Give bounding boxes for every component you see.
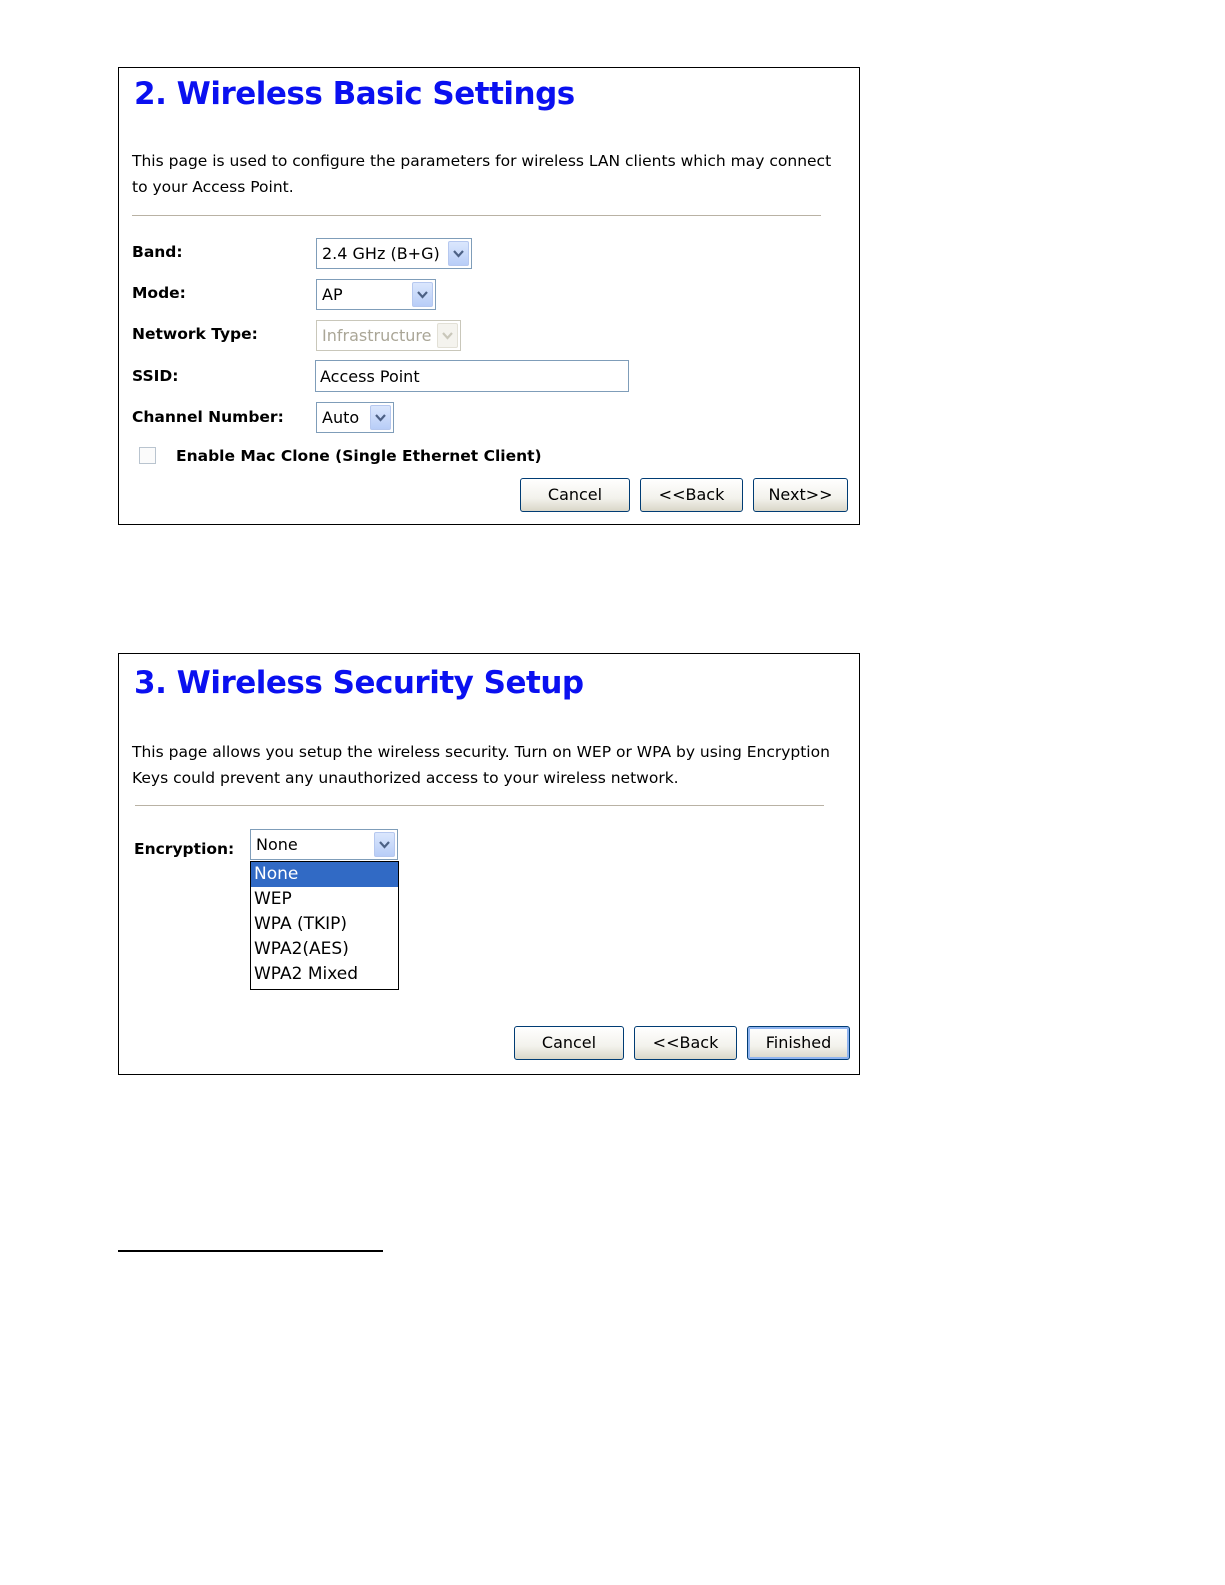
mac-clone-label: Enable Mac Clone (Single Ethernet Client) — [176, 447, 542, 465]
chevron-down-icon[interactable] — [374, 832, 395, 857]
network-type-select — [316, 320, 461, 351]
mode-select[interactable] — [316, 279, 436, 310]
chevron-down-icon[interactable] — [448, 241, 469, 266]
back-button[interactable]: <<Back — [634, 1026, 737, 1060]
encryption-select[interactable] — [250, 829, 398, 860]
page-title: 2. Wireless Basic Settings — [134, 76, 575, 112]
cancel-button[interactable]: Cancel — [514, 1026, 624, 1060]
encryption-option-wpa2-aes[interactable]: WPA2(AES) — [254, 939, 349, 959]
chevron-down-icon[interactable] — [412, 282, 433, 307]
encryption-label: Encryption: — [134, 840, 235, 858]
mode-label: Mode: — [132, 284, 186, 302]
page-description: This page is used to configure the parameters for wireless LAN clients which may connect to your Access Point. — [132, 152, 832, 196]
band-value: 2.4 GHz (B+G) — [322, 244, 440, 263]
cancel-button[interactable]: Cancel — [520, 478, 630, 512]
mac-clone-checkbox[interactable] — [139, 447, 156, 464]
wireless-basic-settings-panel — [118, 67, 860, 525]
chevron-down-icon[interactable] — [370, 405, 391, 430]
page-title: 3. Wireless Security Setup — [134, 665, 584, 701]
encryption-option-wpa2-mixed[interactable]: WPA2 Mixed — [254, 964, 359, 984]
ssid-label: SSID: — [132, 367, 179, 385]
network-type-label: Network Type: — [132, 325, 258, 343]
wireless-security-setup-panel — [118, 653, 860, 1075]
encryption-option-wep[interactable]: WEP — [254, 889, 292, 909]
encryption-value: None — [256, 835, 298, 854]
network-type-value: Infrastructure — [322, 326, 432, 345]
encryption-options-list — [250, 861, 399, 990]
back-button[interactable]: <<Back — [640, 478, 743, 512]
footnote-divider — [118, 1250, 383, 1252]
channel-number-label: Channel Number: — [132, 408, 284, 426]
mode-value: AP — [322, 285, 343, 304]
page-description: This page allows you setup the wireless security. Turn on WEP or WPA by using Encryption Keys could prevent any unauthorized access to your wireless network. — [132, 743, 830, 787]
channel-number-value: Auto — [322, 408, 360, 427]
next-button[interactable]: Next>> — [753, 478, 848, 512]
ssid-value: Access Point — [320, 367, 420, 386]
band-label: Band: — [132, 243, 183, 261]
encryption-option-wpa-tkip[interactable]: WPA (TKIP) — [254, 914, 348, 934]
divider — [135, 805, 824, 806]
encryption-option-none[interactable]: None — [251, 862, 398, 887]
chevron-down-icon — [437, 323, 458, 348]
finished-button[interactable]: Finished — [747, 1026, 850, 1060]
divider — [132, 215, 821, 216]
channel-number-select[interactable] — [316, 402, 394, 433]
ssid-input[interactable] — [315, 360, 629, 392]
band-select[interactable] — [316, 238, 472, 269]
